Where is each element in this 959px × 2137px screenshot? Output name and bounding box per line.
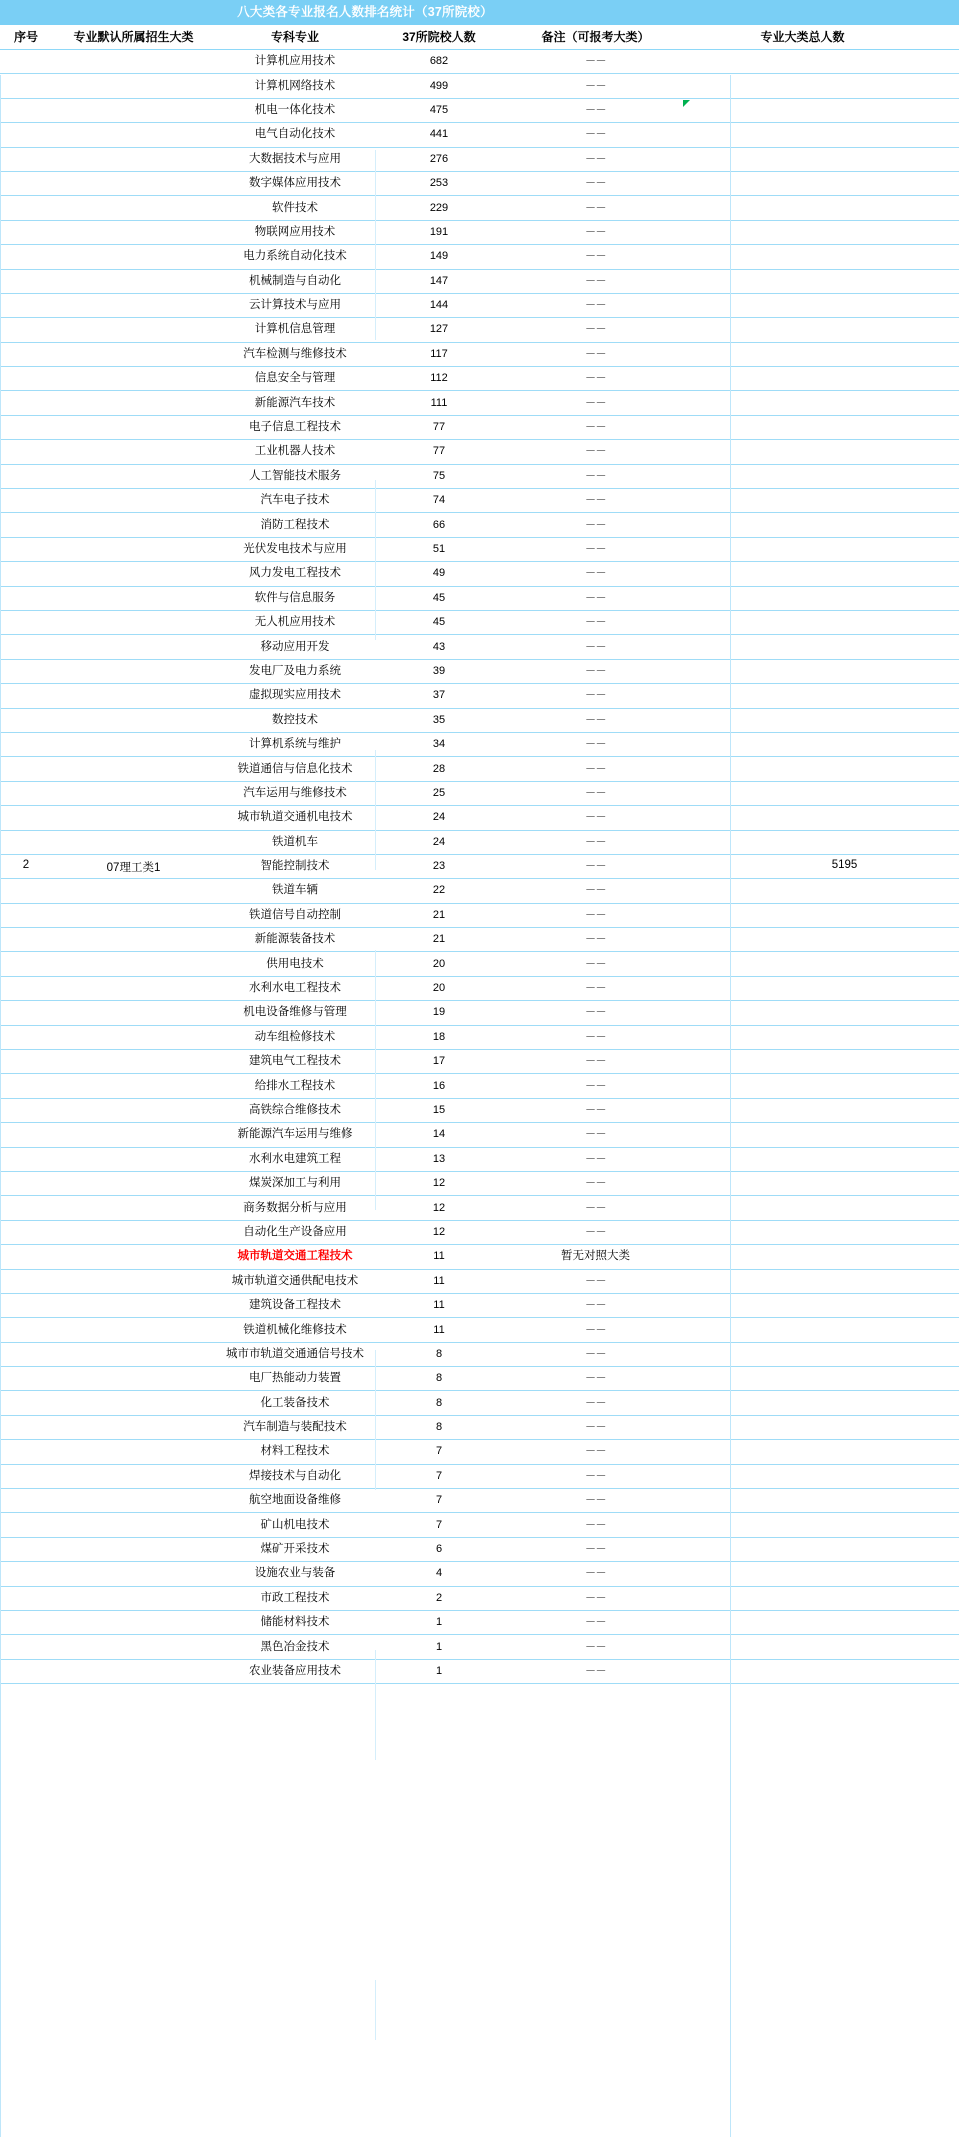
cell-count: 34: [432, 738, 446, 751]
cell-note: －－: [585, 884, 606, 897]
cell-note: －－: [585, 494, 606, 507]
cell-count: 11: [433, 1250, 445, 1263]
cell-note: －－: [585, 1591, 606, 1604]
total-column-band: [730, 75, 959, 2137]
cell-note: －－: [585, 1372, 606, 1385]
cell-count: 37: [432, 689, 446, 702]
cell-count: 147: [429, 274, 449, 287]
cell-note: －－: [585, 762, 606, 775]
cell-major-name: 发电厂及电力系统: [249, 664, 341, 677]
cell-count: 45: [432, 591, 446, 604]
cell-major-name: 铁道信号自动控制: [249, 908, 341, 921]
cell-count: 1: [435, 1664, 443, 1677]
cell-note: －－: [585, 908, 606, 921]
cell-note: －－: [585, 1103, 606, 1116]
cell-count: 66: [432, 518, 446, 531]
cell-count: 23: [432, 860, 446, 873]
cell-major-name: 电子信息工程技术: [249, 421, 341, 434]
cell-major-name: 设施农业与装备: [254, 1567, 336, 1580]
cell-note: 暂无对照大类: [561, 1250, 630, 1263]
cell-major-name: 化工装备技术: [260, 1396, 330, 1409]
cell-note: －－: [585, 1323, 606, 1336]
cell-note: －－: [585, 786, 606, 799]
cell-count: 15: [432, 1103, 446, 1116]
cell-note: －－: [585, 957, 606, 970]
cell-count: 8: [435, 1347, 443, 1360]
cell-count: 8: [435, 1372, 443, 1385]
cell-count: 12: [432, 1177, 446, 1190]
cell-major-name: 矿山机电技术: [260, 1518, 330, 1531]
cell-count: 475: [429, 103, 449, 116]
cell-note: －－: [585, 543, 606, 555]
cell-note: －－: [585, 640, 606, 653]
cell-note: －－: [585, 299, 606, 312]
cell-note: －－: [585, 1567, 606, 1580]
cell-count: 21: [432, 933, 446, 946]
cell-major-name: 信息安全与管理: [254, 372, 336, 385]
cell-count: 11: [433, 1274, 445, 1287]
column-header-total: 专业大类总人数: [760, 30, 845, 44]
cell-note: －－: [585, 1664, 606, 1677]
cell-note: －－: [585, 860, 606, 873]
cell-note: －－: [585, 1128, 606, 1141]
cell-major-name: 软件与信息服务: [254, 591, 336, 604]
cell-count: 253: [429, 177, 449, 190]
cell-count: 49: [432, 567, 446, 580]
cell-count: 7: [435, 1494, 443, 1507]
cell-major-name: 汽车电子技术: [260, 494, 330, 507]
cell-major-name: 铁道机械化维修技术: [243, 1323, 347, 1336]
cell-note: －－: [585, 1396, 606, 1409]
cell-note: －－: [585, 347, 606, 360]
page-title: 八大类各专业报名人数排名统计（37所院校）: [237, 5, 493, 19]
cell-note: －－: [585, 1494, 606, 1507]
column-gridline: [375, 750, 376, 870]
cell-major-name: 消防工程技术: [260, 518, 330, 531]
left-edge-gridline: [0, 75, 1, 2137]
cell-count: 13: [432, 1152, 446, 1165]
cell-note: －－: [585, 1006, 606, 1019]
cell-major-name: 计算机应用技术: [254, 55, 336, 68]
cell-count: 16: [432, 1079, 446, 1092]
cell-major-name: 材料工程技术: [260, 1445, 330, 1458]
cell-major-name: 大数据技术与应用: [249, 152, 341, 165]
column-header-category: 专业默认所属招生大类: [73, 30, 194, 44]
cell-note: －－: [585, 1421, 606, 1434]
column-gridline: [375, 150, 376, 340]
cell-note: －－: [585, 225, 606, 238]
cell-note: －－: [585, 79, 606, 92]
cell-major-name: 建筑电气工程技术: [249, 1055, 341, 1068]
cell-note: －－: [585, 421, 606, 434]
cell-note: －－: [585, 469, 606, 482]
cell-count: 22: [432, 884, 446, 897]
cell-major-name: 汽车检测与维修技术: [243, 347, 347, 360]
cell-note: －－: [585, 1274, 606, 1287]
table-row[interactable]: [0, 50, 959, 74]
cell-major-name: 汽车运用与维修技术: [243, 786, 347, 799]
cell-major-name: 光伏发电技术与应用: [243, 543, 347, 555]
cell-note: －－: [585, 982, 606, 995]
cell-note: －－: [585, 1445, 606, 1458]
cell-count: 74: [432, 494, 446, 507]
cell-major-name: 自动化生产设备应用: [243, 1225, 347, 1238]
cell-count: 1: [435, 1616, 443, 1629]
cell-note: －－: [585, 1543, 606, 1556]
cell-count: 112: [430, 372, 448, 385]
cell-count: 28: [432, 762, 446, 775]
column-header-major: 专科专业: [270, 30, 319, 44]
cell-major-name: 风力发电工程技术: [249, 567, 341, 580]
cell-count: 45: [432, 616, 446, 629]
cell-count: 4: [435, 1567, 443, 1580]
column-header-seq: 序号: [13, 30, 38, 44]
cell-major-name: 人工智能技术服务: [249, 469, 341, 482]
cell-note: －－: [585, 518, 606, 531]
cell-note: －－: [585, 811, 606, 824]
group-seq-value: 2: [22, 859, 30, 871]
table-body: [0, 50, 959, 1684]
cell-major-name: 高铁综合维修技术: [249, 1103, 341, 1116]
table-title-banner: [0, 0, 959, 25]
cell-note: －－: [585, 250, 606, 263]
cell-count: 276: [429, 152, 449, 165]
cell-major-name: 储能材料技术: [260, 1616, 330, 1629]
cell-count: 20: [432, 982, 446, 995]
cell-note: －－: [585, 152, 606, 165]
cell-count: 1: [435, 1640, 443, 1653]
group-total-value: 5195: [831, 859, 858, 871]
cell-count: 21: [432, 908, 446, 921]
cell-major-name: 物联网应用技术: [254, 225, 336, 238]
cell-note: －－: [585, 567, 606, 580]
cell-count: 51: [432, 543, 446, 555]
cell-major-name: 水利水电工程技术: [249, 982, 341, 995]
cell-major-name: 新能源汽车技术: [254, 396, 336, 409]
cell-major-name: 云计算技术与应用: [249, 299, 341, 312]
cell-major-name: 机械制造与自动化: [249, 274, 341, 287]
cell-note: －－: [585, 1640, 606, 1653]
cell-count: 8: [435, 1396, 443, 1409]
column-gridline: [375, 1650, 376, 1760]
cell-note: －－: [585, 103, 606, 116]
cell-major-name: 农业装备应用技术: [249, 1664, 341, 1677]
cell-major-name: 机电一体化技术: [254, 103, 336, 116]
cell-note: －－: [585, 1299, 606, 1312]
cell-count: 6: [435, 1543, 443, 1556]
cell-count: 7: [435, 1445, 443, 1458]
cell-count: 25: [432, 786, 446, 799]
cell-count: 77: [432, 421, 446, 434]
cell-note: －－: [585, 689, 606, 702]
cell-count: 127: [429, 323, 449, 336]
cell-major-name: 移动应用开发: [260, 640, 330, 653]
cell-major-name: 市政工程技术: [260, 1591, 330, 1604]
cell-count: 24: [432, 811, 446, 824]
cell-major-name: 机电设备维修与管理: [243, 1006, 347, 1019]
group-category-value: 07理工类1: [106, 862, 161, 874]
cell-major-name: 数字媒体应用技术: [249, 177, 341, 190]
cell-major-name: 煤矿开采技术: [260, 1543, 330, 1556]
cell-count: 11: [433, 1323, 445, 1336]
cell-note: －－: [585, 1616, 606, 1629]
cell-note: －－: [585, 323, 606, 336]
green-corner-marker-icon: [683, 100, 690, 107]
column-header-count: 37所院校人数: [402, 30, 476, 44]
cell-major-name: 铁道通信与信息化技术: [237, 762, 353, 775]
cell-major-name: 计算机系统与维护: [249, 738, 341, 751]
cell-major-name: 无人机应用技术: [254, 616, 336, 629]
cell-note: －－: [585, 1518, 606, 1531]
cell-count: 2: [435, 1591, 443, 1604]
cell-note: －－: [585, 713, 606, 726]
cell-count: 7: [435, 1518, 443, 1531]
cell-major-name: 新能源汽车运用与维修: [237, 1128, 353, 1141]
cell-major-name: 软件技术: [272, 201, 318, 214]
cell-note: －－: [585, 1055, 606, 1068]
column-gridline: [375, 950, 376, 1210]
cell-note: －－: [585, 1347, 606, 1360]
cell-note: －－: [585, 1225, 606, 1238]
cell-major-name: 电厂热能动力装置: [249, 1372, 341, 1385]
cell-note: －－: [585, 1152, 606, 1165]
column-header-note: 备注（可报考大类）: [541, 30, 650, 44]
cell-note: －－: [585, 396, 606, 409]
cell-major-name: 煤炭深加工与利用: [249, 1177, 341, 1190]
cell-note: －－: [585, 201, 606, 214]
cell-note: －－: [585, 128, 606, 141]
cell-major-name: 供用电技术: [266, 957, 324, 970]
cell-major-name: 航空地面设备维修: [249, 1494, 341, 1507]
cell-note: －－: [585, 55, 606, 68]
cell-major-name: 城市轨道交通机电技术: [237, 811, 353, 824]
cell-major-name: 虚拟现实应用技术: [249, 689, 341, 702]
cell-note: －－: [585, 664, 606, 677]
cell-count: 111: [430, 396, 448, 409]
cell-note: －－: [585, 1469, 606, 1482]
cell-count: 39: [432, 664, 446, 677]
cell-major-name: 城市市轨道交通通信号技术: [226, 1347, 364, 1360]
cell-major-name: 商务数据分析与应用: [243, 1201, 347, 1214]
cell-major-name: 铁道车辆: [272, 884, 318, 897]
cell-count: 77: [432, 445, 446, 458]
cell-count: 18: [432, 1030, 446, 1043]
cell-major-name: 电力系统自动化技术: [243, 250, 347, 263]
cell-major-name: 汽车制造与装配技术: [243, 1421, 347, 1434]
cell-count: 7: [435, 1469, 443, 1482]
cell-count: 229: [429, 201, 449, 214]
cell-count: 14: [432, 1128, 446, 1141]
cell-major-name: 新能源装备技术: [254, 933, 336, 946]
cell-note: －－: [585, 274, 606, 287]
cell-count: 191: [429, 225, 449, 238]
cell-note: －－: [585, 445, 606, 458]
cell-major-name: 建筑设备工程技术: [249, 1299, 341, 1312]
cell-note: －－: [585, 591, 606, 604]
cell-count: 12: [432, 1225, 446, 1238]
cell-major-name: 计算机网络技术: [254, 79, 336, 92]
cell-count: 149: [429, 250, 449, 263]
cell-count: 12: [432, 1201, 446, 1214]
cell-note: －－: [585, 835, 606, 848]
cell-note: －－: [585, 177, 606, 190]
cell-major-name: 铁道机车: [272, 835, 318, 848]
cell-note: －－: [585, 1030, 606, 1043]
cell-major-name: 数控技术: [272, 713, 318, 726]
cell-major-name: 计算机信息管理: [254, 323, 336, 336]
cell-count: 75: [432, 469, 446, 482]
cell-count: 499: [429, 79, 449, 92]
cell-note: －－: [585, 1079, 606, 1092]
cell-count: 19: [432, 1006, 446, 1019]
cell-note: －－: [585, 738, 606, 751]
cell-note: －－: [585, 1177, 606, 1190]
column-gridline: [375, 1980, 376, 2040]
cell-count: 17: [432, 1055, 446, 1068]
column-gridline: [375, 1350, 376, 1490]
cell-major-name: 水利水电建筑工程: [249, 1152, 341, 1165]
cell-count: 117: [430, 347, 448, 360]
cell-count: 43: [432, 640, 446, 653]
cell-major-name: 城市轨道交通供配电技术: [231, 1274, 359, 1287]
cell-major-name: 动车组检修技术: [254, 1030, 336, 1043]
cell-major-name: 焊接技术与自动化: [249, 1469, 341, 1482]
cell-major-name: 工业机器人技术: [254, 445, 336, 458]
cell-count: 144: [429, 299, 449, 312]
cell-major-name: 黑色冶金技术: [260, 1640, 330, 1653]
cell-major-name: 智能控制技术: [260, 860, 330, 873]
column-gridline: [375, 480, 376, 640]
cell-note: －－: [585, 933, 606, 946]
cell-count: 24: [432, 835, 446, 848]
cell-major-name: 城市轨道交通工程技术: [237, 1250, 353, 1263]
cell-major-name: 电气自动化技术: [254, 128, 336, 141]
cell-count: 11: [433, 1299, 445, 1312]
cell-note: －－: [585, 1201, 606, 1214]
cell-count: 441: [429, 128, 449, 141]
cell-note: －－: [585, 616, 606, 629]
table-header-row: [0, 25, 959, 50]
cell-count: 20: [432, 957, 446, 970]
cell-count: 35: [432, 713, 446, 726]
cell-note: －－: [585, 372, 606, 385]
cell-major-name: 给排水工程技术: [254, 1079, 336, 1092]
cell-count: 682: [429, 55, 449, 68]
cell-count: 8: [435, 1421, 443, 1434]
